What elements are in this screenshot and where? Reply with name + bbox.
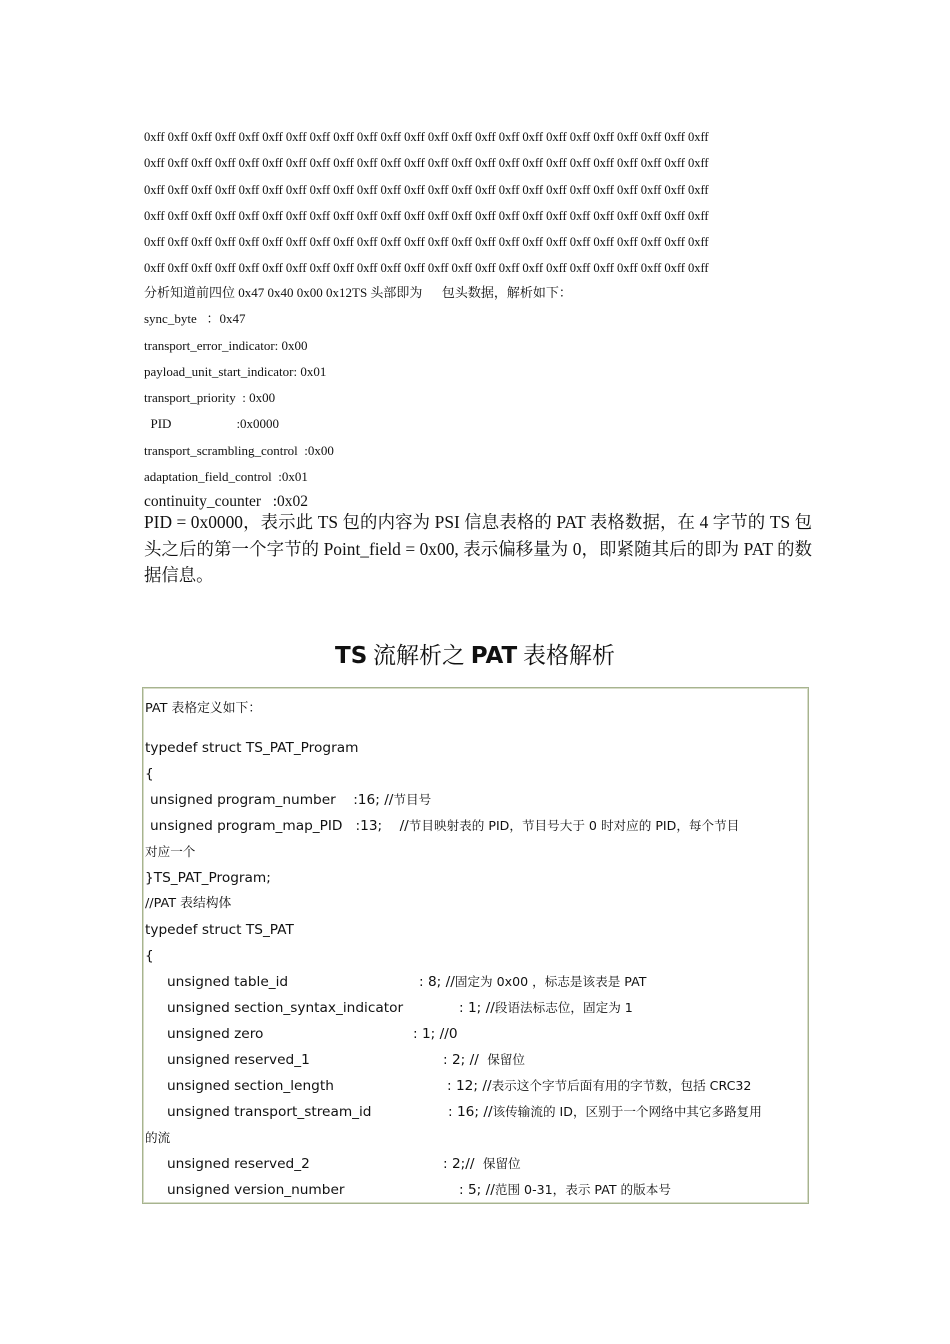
section-title bbox=[0, 638, 950, 674]
code-comment-wrap: 的流 bbox=[145, 1130, 171, 1145]
code-decl: unsigned program_number bbox=[150, 792, 336, 808]
code-comment: 表示这个字节后面有用的字节数，包括 CRC32 bbox=[491, 1078, 752, 1093]
hex-line: 0xff 0xff 0xff 0xff 0xff 0xff 0xff 0xff 0xff 0xff 0xff 0xff 0xff 0xff 0xff 0xff 0xff 0xff 0xff 0xff 0xff 0xff 0xff 0xff bbox=[144, 182, 709, 197]
code-line: }TS_PAT_Program; bbox=[145, 870, 271, 886]
code-member-section-length bbox=[145, 1073, 807, 1099]
code-spec: :13; // bbox=[342, 818, 409, 834]
code-spec: :16; // bbox=[335, 792, 394, 808]
code-comment: 节目号 bbox=[393, 792, 432, 807]
field-transport-error-indicator: transport_error_indicator: 0x00 bbox=[144, 337, 308, 353]
code-decl: unsigned transport_stream_id bbox=[167, 1104, 372, 1120]
code-decl: unsigned version_number bbox=[167, 1182, 345, 1198]
code-spacer bbox=[145, 722, 807, 735]
code-member-table-id bbox=[145, 969, 807, 995]
hex-line: 0xff 0xff 0xff 0xff 0xff 0xff 0xff 0xff 0xff 0xff 0xff 0xff 0xff 0xff 0xff 0xff 0xff 0xff 0xff 0xff 0xff 0xff 0xff 0xff bbox=[144, 261, 709, 276]
code-decl: unsigned reserved_2 bbox=[167, 1156, 310, 1172]
code-spec: : 1; //0 bbox=[413, 1026, 458, 1042]
code-comment: 段语法标志位，固定为 1 bbox=[494, 1000, 633, 1015]
code-line: typedef struct TS_PAT bbox=[145, 922, 294, 938]
code-comment: 范围 0-31，表示 PAT 的版本号 bbox=[494, 1182, 671, 1197]
field-sync-byte: sync_byte ：0x47 bbox=[144, 311, 246, 327]
code-comment: 该传输流的 ID，区别于一个网络中其它多路复用 bbox=[492, 1104, 762, 1119]
field-transport-priority: transport_priority : 0x00 bbox=[144, 390, 276, 406]
field-continuity-counter: continuity_counter :0x02 bbox=[144, 493, 309, 511]
code-spec: : 1; // bbox=[459, 1000, 495, 1016]
field-pid: PID :0x0000 bbox=[144, 416, 280, 432]
title-pat: PAT bbox=[470, 643, 518, 669]
code-line: typedef struct TS_PAT_Program bbox=[145, 740, 359, 756]
code-member-section-syntax-indicator bbox=[145, 995, 807, 1021]
code-decl: unsigned section_length bbox=[167, 1078, 334, 1094]
analysis-intro: 分析知道前四位 0x47 0x40 0x00 0x12TS 头部即为 包头数据，解析如下： bbox=[144, 285, 572, 300]
code-member-version-number bbox=[145, 1177, 807, 1203]
header-field-list bbox=[144, 280, 814, 514]
code-box bbox=[142, 687, 809, 1204]
title-end: 表格解析 bbox=[522, 643, 615, 669]
code-comment: 节目映射表的 PID，节目号大于 0 时对应的 PID，每个节目 bbox=[408, 818, 740, 833]
code-decl: unsigned table_id bbox=[167, 974, 289, 990]
code-line-program-number bbox=[145, 787, 807, 813]
code-spec: : 2; // bbox=[443, 1052, 484, 1068]
code-decl: unsigned zero bbox=[167, 1026, 264, 1042]
hex-dump bbox=[144, 124, 814, 282]
code-member-reserved-2 bbox=[145, 1151, 807, 1177]
code-comment-line: //PAT 表结构体 bbox=[145, 896, 232, 911]
field-transport-scrambling-control: transport_scrambling_control :0x00 bbox=[144, 442, 334, 458]
pid-explanation-paragraph: PID = 0x0000，表示此 TS 包的内容为 PSI 信息表格的 PAT 表格数据，在 4 字节的 TS 包头之后的第一个字节的 Point_field = 0x00, 表示偏移量为 0，即紧随其后的即为 PAT 的数据信息。 bbox=[144, 512, 812, 585]
field-adaptation-field-control: adaptation_field_control :0x01 bbox=[144, 469, 308, 485]
hex-line: 0xff 0xff 0xff 0xff 0xff 0xff 0xff 0xff 0xff 0xff 0xff 0xff 0xff 0xff 0xff 0xff 0xff 0xff 0xff 0xff 0xff 0xff 0xff 0xff bbox=[144, 235, 709, 250]
code-line: { bbox=[145, 948, 154, 964]
code-spec: : 5; // bbox=[459, 1182, 495, 1198]
hex-line: 0xff 0xff 0xff 0xff 0xff 0xff 0xff 0xff 0xff 0xff 0xff 0xff 0xff 0xff 0xff 0xff 0xff 0xff 0xff 0xff 0xff 0xff 0xff 0xff bbox=[144, 156, 709, 171]
code-line: { bbox=[145, 766, 154, 782]
code-comment: 固定为 0x00 ，标志是该表是 PAT bbox=[454, 974, 647, 989]
hex-line: 0xff 0xff 0xff 0xff 0xff 0xff 0xff 0xff 0xff 0xff 0xff 0xff 0xff 0xff 0xff 0xff 0xff 0xff 0xff 0xff 0xff 0xff 0xff 0xff bbox=[144, 208, 709, 223]
code-heading: PAT 表格定义如下： bbox=[145, 701, 262, 716]
code-spec: : 2;// bbox=[443, 1156, 479, 1172]
code-decl: unsigned reserved_1 bbox=[167, 1052, 310, 1068]
code-decl: unsigned section_syntax_indicator bbox=[167, 1000, 404, 1016]
code-comment-wrap: 对应一个 bbox=[145, 844, 196, 859]
code-decl: unsigned program_map_PID bbox=[150, 818, 343, 834]
code-spec: : 16; // bbox=[448, 1104, 493, 1120]
code-member-reserved-1 bbox=[145, 1047, 807, 1073]
code-comment: 保留位 bbox=[483, 1052, 526, 1067]
field-payload-unit-start-indicator: payload_unit_start_indicator: 0x01 bbox=[144, 363, 327, 379]
code-line-program-map-pid bbox=[145, 813, 807, 839]
hex-line: 0xff 0xff 0xff 0xff 0xff 0xff 0xff 0xff 0xff 0xff 0xff 0xff 0xff 0xff 0xff 0xff 0xff 0xff 0xff 0xff 0xff 0xff 0xff 0xff bbox=[144, 130, 709, 144]
title-middle: 流解析之 bbox=[373, 643, 466, 669]
code-spec: : 12; // bbox=[447, 1078, 492, 1094]
code-comment: 保留位 bbox=[478, 1156, 521, 1171]
title-ts: TS bbox=[335, 643, 368, 669]
code-member-transport-stream-id bbox=[145, 1099, 807, 1125]
code-member-zero bbox=[145, 1021, 807, 1047]
code-listing bbox=[145, 696, 807, 1203]
code-spec: : 8; // bbox=[419, 974, 455, 990]
